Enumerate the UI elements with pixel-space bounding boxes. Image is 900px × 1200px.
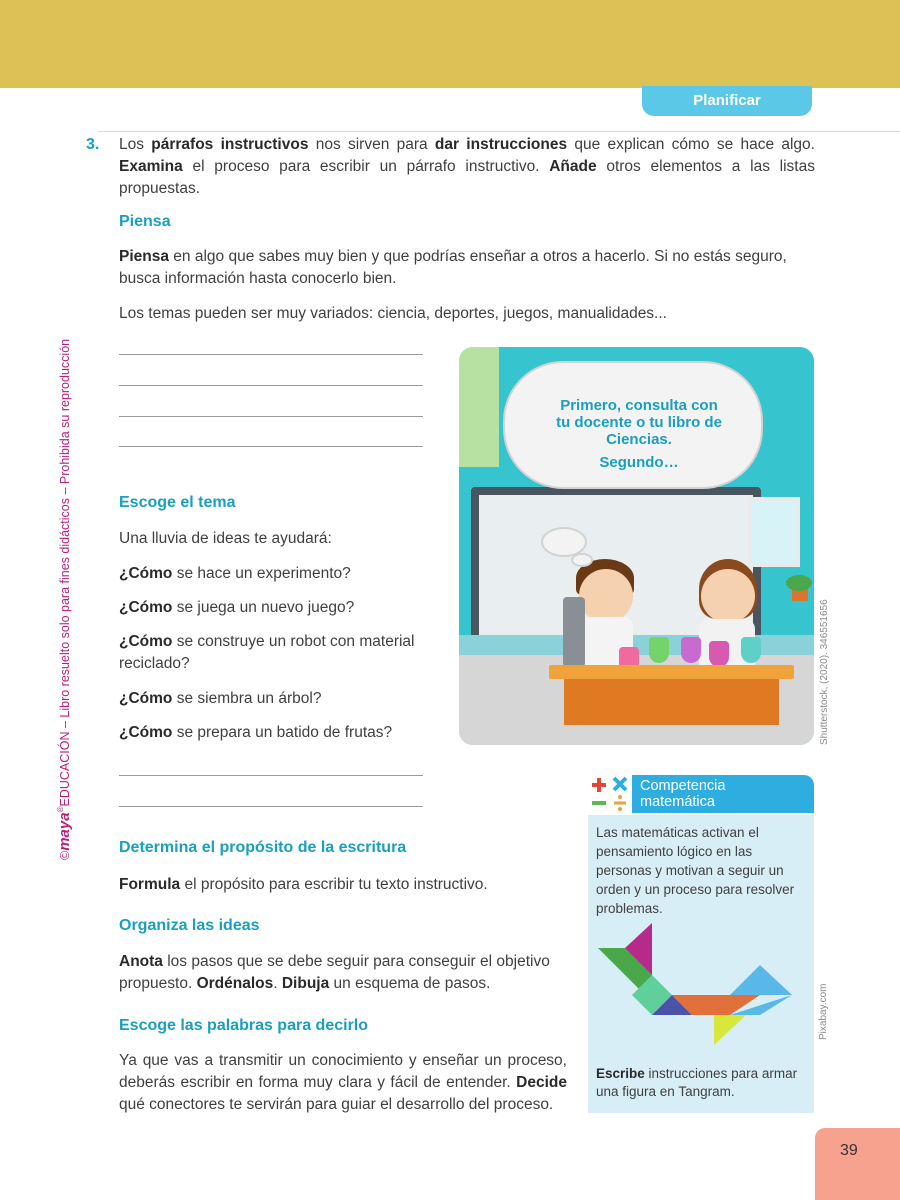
desk-body bbox=[564, 679, 779, 725]
tangram-figure bbox=[596, 923, 808, 1053]
copyright-symbol: © bbox=[58, 850, 72, 860]
purple-flask bbox=[681, 637, 701, 663]
window bbox=[748, 497, 800, 567]
pink-flask bbox=[709, 641, 729, 667]
organiza-text: Anota los pasos que se debe seguir para conseguir el objetivo propuesto. Ordénalos. Dibuja un esquema de pasos. bbox=[119, 953, 550, 992]
answer-line bbox=[119, 775, 423, 776]
sidebar-notice: EDUCACIÓN – Libro resuelto solo para fines didácticos – Prohibida su reproducción bbox=[58, 338, 72, 807]
boy-face bbox=[579, 569, 633, 623]
competencia-title: Competencia matemática bbox=[632, 775, 814, 813]
question-item: ¿Cómo se siembra un árbol? bbox=[119, 690, 322, 707]
heading-palabras: Escoge las palabras para decirlo bbox=[119, 1017, 369, 1034]
palabras-text: Ya que vas a transmitir un conocimiento y enseñar un proceso, deberás escribir en forma muy clara y fácil de entender. Decide qué conectores te servirán para guiar el desarrollo del proceso. bbox=[119, 1052, 567, 1113]
header-divider bbox=[98, 131, 900, 132]
brand-logo: maya bbox=[56, 812, 73, 851]
teal-flask bbox=[741, 637, 761, 663]
activity-number: 3. bbox=[86, 136, 100, 153]
image-credit-shutterstock: Shutterstock, (2020). 346551656 bbox=[819, 599, 830, 745]
competencia-text: Las matemáticas activan el pensamiento lógico en las personas y motivan a seguir un orden y un proceso para resolver problemas. bbox=[596, 825, 795, 916]
thought-bubble-text: Primero, consulta con tu docente o tu libro de Ciencias. Segundo… bbox=[556, 397, 722, 471]
competencia-box bbox=[588, 773, 814, 1113]
answer-line bbox=[119, 385, 423, 386]
answer-line bbox=[119, 806, 423, 807]
question-item: ¿Cómo se prepara un batido de frutas? bbox=[119, 724, 393, 741]
answer-line bbox=[119, 446, 423, 447]
escoge-lead: Una lluvia de ideas te ayudará: bbox=[119, 530, 332, 547]
green-flask bbox=[649, 637, 669, 663]
heading-piensa: Piensa bbox=[119, 213, 171, 230]
science-lab-illustration bbox=[459, 347, 814, 745]
desk-top bbox=[549, 665, 794, 679]
plant-leaves bbox=[786, 575, 812, 591]
piensa-topics: Los temas pueden ser muy variados: ciencia, deportes, juegos, manualidades... bbox=[119, 305, 667, 322]
question-item: ¿Cómo se juega un nuevo juego? bbox=[119, 599, 355, 616]
thought-bubble-tiny bbox=[571, 553, 593, 567]
registered-mark: ® bbox=[56, 806, 65, 813]
question-item: ¿Cómo se construye un robot con material reciclado? bbox=[119, 633, 415, 672]
answer-line bbox=[119, 416, 423, 417]
sidebar-copyright bbox=[56, 339, 73, 860]
heading-proposito: Determina el propósito de la escritura bbox=[119, 839, 407, 856]
image-credit-pixabay: Pixabay.com bbox=[818, 983, 829, 1040]
answer-line bbox=[119, 354, 423, 355]
page-number-tab bbox=[815, 1128, 900, 1200]
heading-organiza: Organiza las ideas bbox=[119, 917, 260, 934]
math-operators-icon bbox=[588, 773, 632, 815]
competencia-instruction: Escribe instrucciones para armar una figura en Tangram. bbox=[596, 1066, 798, 1099]
microscope bbox=[563, 597, 585, 667]
world-map-decoration bbox=[459, 347, 499, 467]
question-item: ¿Cómo se hace un experimento? bbox=[119, 565, 351, 582]
piensa-text: Piensa en algo que sabes muy bien y que podrías enseñar a otros a hacerlo. Si no estás seguro, busca información hasta conocerlo bien. bbox=[119, 248, 787, 287]
stage-tab: Planificar bbox=[642, 86, 812, 116]
activity-intro: Los párrafos instructivos nos sirven para dar instrucciones que explican cómo se hace algo. Examina el proceso para escribir un párrafo instructivo. Añade otros elementos a las listas propuestas. bbox=[119, 136, 815, 197]
girl-face bbox=[701, 569, 755, 623]
heading-escoge-tema: Escoge el tema bbox=[119, 494, 236, 511]
top-color-band bbox=[0, 0, 900, 88]
page-number: 39 bbox=[840, 1142, 858, 1159]
proposito-text: Formula el propósito para escribir tu texto instructivo. bbox=[119, 876, 488, 893]
